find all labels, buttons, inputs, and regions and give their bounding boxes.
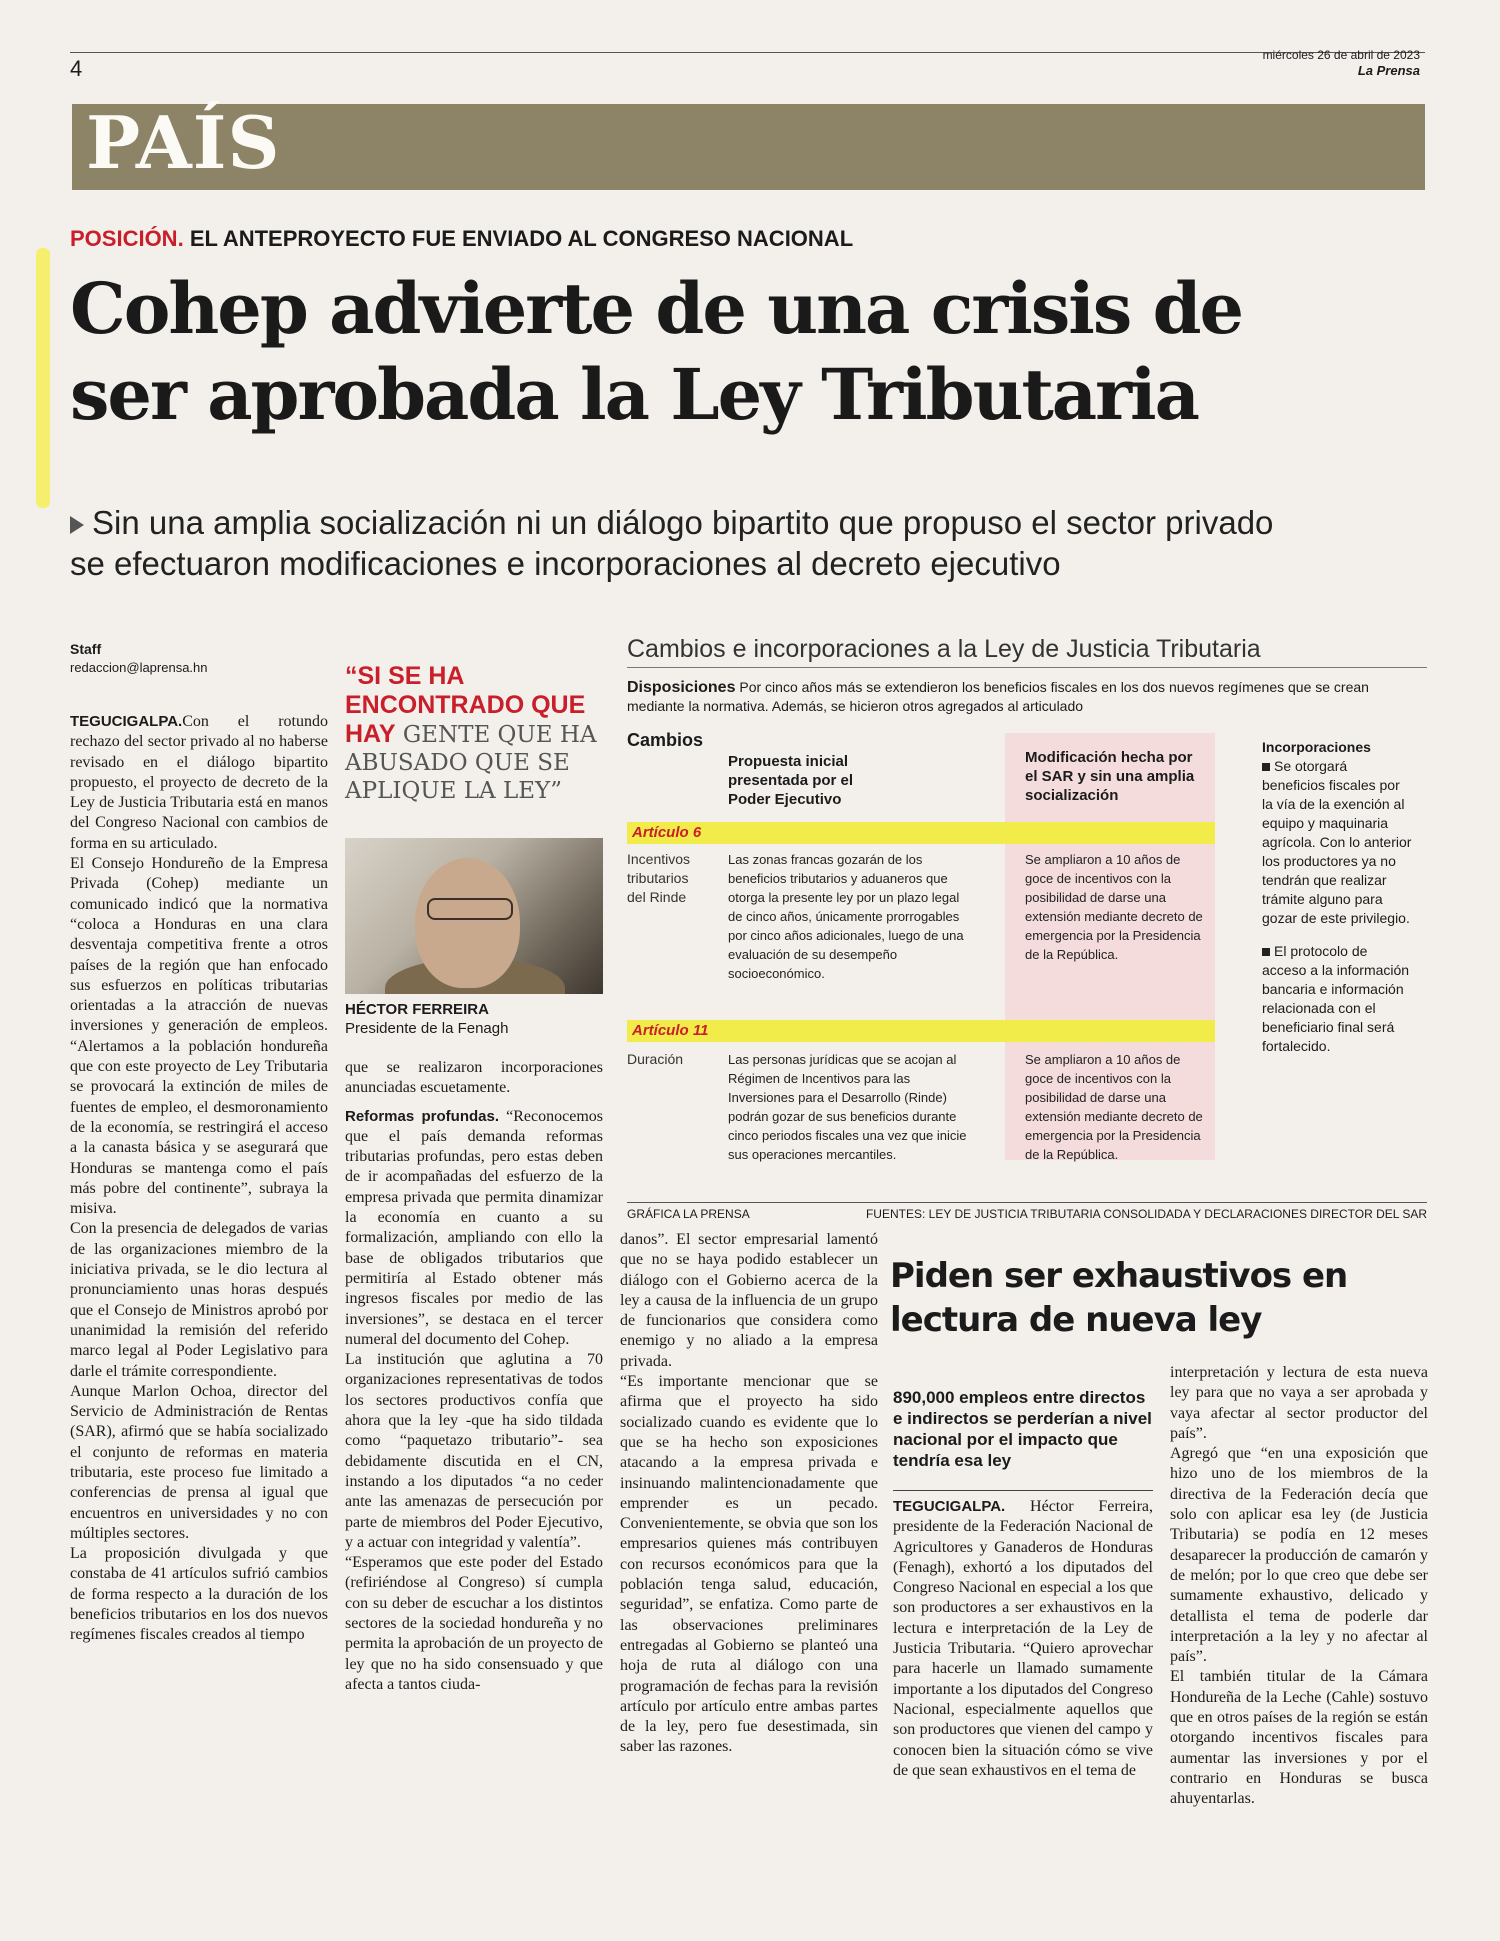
dispositions-label: Disposiciones bbox=[627, 679, 736, 696]
square-bullet-icon bbox=[1262, 948, 1270, 956]
pull-quote-rest: GENTE QUE HA ABUSADO QUE SE APLIQUE LA LEY” bbox=[345, 722, 597, 804]
kicker-tag: POSICIÓN. bbox=[70, 226, 184, 251]
page-number: 4 bbox=[70, 56, 83, 81]
square-bullet-icon bbox=[1262, 763, 1270, 771]
kicker bbox=[70, 226, 853, 252]
graphic-title: Cambios e incorporaciones a la Ley de Justicia Tributaria bbox=[627, 635, 1261, 663]
sidebar-headline: Piden ser exhaustivos en lectura de nueva ley bbox=[890, 1256, 1348, 1340]
highlighter-mark bbox=[36, 248, 50, 508]
incorporations-box bbox=[1262, 738, 1412, 1056]
column-header-modified: Modificación hecha por el SAR y sin una amplia socialización bbox=[1025, 749, 1195, 804]
article-column-1 bbox=[70, 712, 328, 1646]
graphic-sources bbox=[627, 1202, 1427, 1221]
article-column-2 bbox=[345, 1058, 603, 1695]
paragraph: El también titular de la Cámara Hondureña de la Leche (Cahle) sostuvo que en otros países de la región se están otorgando incentivos fiscales para aumentar las inversiones y por el contrario en Honduras se busca ahuyentarlas. bbox=[1170, 1668, 1428, 1808]
article-column-3 bbox=[620, 1230, 878, 1758]
row-label: Incentivos tributarios del Rinde bbox=[627, 851, 691, 905]
paragraph: La institución que aglutina a 70 organizaciones representativas de todos los sectores productivos confía que ahora que la ley -que ha sido tildada como “paquetazo tributario”- sea debidamente discutida en el CN, instando a los diputados “a no ceder ante las amenazas de persecución por parte de miembros del Poder Ejecutivo, y a actuar con integridad y valentía”. bbox=[345, 1351, 603, 1551]
paragraph: “Es importante mencionar que se afirma que el proyecto ha sido socializado cuando es evidente que lo que se ha hecho son exposiciones atacando a la empresa privada e insinuando malintencionadamente que emprender es un pecado. Convenientemente, se obvia que son los empresarios quienes más contribuyen con recursos económicos para que la población tenga salud, educación, seguridad”, se enfatiza. Como parte de las observaciones preliminares entregadas al Gobierno se planteó una hoja de ruta al diálogo con una programación de fechas para la revisión artículo por artículo entre ambas partes de la ley, pero fue desestimada, sin saber las razones. bbox=[620, 1373, 878, 1756]
paragraph: TEGUCIGALPA.Con el rotundo rechazo del sector privado al no haberse revisado en el diálogo bipartito propuesto, el proyecto de decreto de la Ley de Justicia Tributaria está en manos del Congreso Nacional con cambios de forma en su articulado. bbox=[70, 713, 328, 852]
portrait-photo bbox=[345, 838, 603, 994]
pull-quote-highlight: “SI SE HA ENCONTRADO QUE HAY bbox=[345, 662, 586, 748]
section-banner bbox=[72, 100, 1425, 190]
deck bbox=[70, 502, 1440, 584]
paragraph: El Consejo Hondureño de la Empresa Privada (Cohep) mediante un comunicado indicó que la normativa “coloca a Honduras en una clara desventaja competitiva frente a otros países de la región que han enfocado sus esfuerzos en políticas tributarias orientadas a la atracción de nuevas inversiones y generación de empleos. “Alertamos a la población hondureña que con este proyecto de Ley Tributaria se provocará la extinción de miles de fuentes de empleo, el desmoronamiento de la economía, se restringirá el acceso a la canasta básica y se asegurará que Honduras se mantenga como el país más pobre del continente”, subraya la misiva. bbox=[70, 855, 328, 1218]
column-header-initial: Propuesta inicial presentada por el Poder Ejecutivo bbox=[728, 753, 854, 808]
sidebar-rule bbox=[893, 1490, 1153, 1491]
publication-name: La Prensa bbox=[1357, 63, 1420, 78]
triangle-bullet-icon bbox=[70, 516, 84, 534]
photo-face bbox=[415, 858, 520, 988]
paragraph: danos”. El sector empresarial lamentó que no se haya podido establecer un diálogo con el Gobierno acerca de la ley a causa de la influencia de un grupo de funcionarios que considera como enemigo y no aliado a la empresa privada. bbox=[620, 1231, 878, 1370]
paragraph: La proposición divulgada y que constaba de 41 artículos sufrió cambios de forma respecto a la duración de los beneficios tributarios en los dos nuevos regímenes fiscales creados al tiempo bbox=[70, 1545, 328, 1644]
modified-cell: Se ampliaron a 10 años de goce de incentivos con la posibilidad de darse una extensión mediante decreto de emergencia por la Presidencia de la República. bbox=[1025, 852, 1203, 962]
article-bar: Artículo 6 bbox=[627, 822, 1215, 844]
initial-cell: Las personas jurídicas que se acojan al Régimen de Incentivos para las Inversiones para el Desarrollo (Rinde) podrán gozar de sus beneficios durante cinco periodos fiscales una vez que inicie sus operaciones mercantiles. bbox=[728, 1052, 967, 1162]
graphic-rule bbox=[627, 667, 1427, 668]
deck-line-2: se efectuaron modificaciones e incorporaciones al decreto ejecutivo bbox=[70, 545, 1061, 582]
initial-cell: Las zonas francas gozarán de los beneficios tributarios y aduaneros que otorga la presente ley por un plazo legal de cinco años, únicamente prorrogables por cinco años adicionales, luego de una evaluación de su desempeño socioeconómico. bbox=[728, 852, 964, 981]
kicker-text: EL ANTEPROYECTO FUE ENVIADO AL CONGRESO NACIONAL bbox=[189, 226, 854, 251]
sidebar-column-1 bbox=[893, 1497, 1153, 1781]
cambios-label: Cambios bbox=[627, 730, 704, 750]
deck-line-1: Sin una amplia socialización ni un diálogo bipartito que propuso el sector privado bbox=[92, 504, 1274, 541]
byline bbox=[70, 640, 208, 677]
paragraph: Aunque Marlon Ochoa, director del Servicio de Administración de Rentas (SAR), afirmó que se había socializado el conjunto de reformas en materia tributaria, este proceso fue limitado a conferencias de prensa al igual que encuentros en universidades y no con múltiples sectores. bbox=[70, 1382, 328, 1542]
headline-line-1: Cohep advierte de una crisis de bbox=[70, 267, 1243, 350]
incorporation-item: Se otorgará beneficios fiscales por la vía de la exención al equipo y maquinaria agrícola. Con lo anterior los productores ya no tendrán que realizar trámite alguno para gozar de este privilegio. bbox=[1262, 758, 1412, 926]
caption-role: Presidente de la Fenagh bbox=[345, 1020, 509, 1037]
graphic-dispositions bbox=[627, 678, 1427, 715]
paragraph: Reformas profundas. “Reconocemos que el país demanda reformas tributarias profundas, pero estas deben de ir acompañadas del esfuerzo de la empresa privada que permita dinamizar la economía en cuanto a su formalización, ampliando con ello la base de obligados tributarios que permitiría al Estado obtener más ingresos fiscales por medio de las inversiones”, se destaca en el tercer numeral del documento del Cohep. bbox=[345, 1107, 603, 1348]
sidebar-lead: 890,000 empleos entre directos e indirectos se perderían a nivel nacional por el impacto que tendría esa ley bbox=[893, 1388, 1152, 1470]
caption-name: HÉCTOR FERREIRA bbox=[345, 1001, 489, 1018]
photo-glasses bbox=[427, 898, 513, 920]
graphic-credit: GRÁFICA LA PRENSA bbox=[627, 1207, 750, 1221]
paragraph: TEGUCIGALPA. Héctor Ferreira, presidente de la Federación Nacional de Agricultores y Ganaderos de Honduras (Fenagh), exhortó a los diputados del Congreso Nacional en especial a los que son productores a ser exhaustivos en la lectura e interpretación de la Ley de Justicia Tributaria. “Quiero aprovechar para hacerle un llamado sumamente importante a los diputados del Congreso Nacional, especialmente aquellos que son productores que vienen del campo y conocen bien la situación cómo se vive de que sean exhaustivos en el tema de bbox=[893, 1498, 1153, 1779]
issue-date: miércoles 26 de abril de 2023 bbox=[1262, 48, 1420, 62]
photo-caption bbox=[345, 1000, 605, 1038]
paragraph: “Esperamos que este poder del Estado (refiriéndose al Congreso) sí cumpla con su deber de escuchar a los distintos sectores de la sociedad hondureña y no permita la aprobación de un proyecto de ley que no ha sido consensuado y que afecta a tantos ciuda- bbox=[345, 1554, 603, 1693]
pull-quote bbox=[345, 662, 605, 805]
dispositions-text: Por cinco años más se extendieron los beneficios fiscales en los dos nuevos regímenes que se crean mediante la normativa. Además, se hicieron otros agregados al articulado bbox=[627, 679, 1369, 714]
section-title: PAÍS bbox=[86, 100, 281, 185]
article-bar: Artículo 11 bbox=[627, 1020, 1215, 1042]
modified-cell: Se ampliaron a 10 años de goce de incentivos con la posibilidad de darse una extensión mediante decreto de emergencia por la Presidencia de la República. bbox=[1025, 1052, 1203, 1162]
headline bbox=[70, 266, 1440, 438]
graphic-source-text: FUENTES: LEY DE JUSTICIA TRIBUTARIA CONSOLIDADA Y DECLARACIONES DIRECTOR DEL SAR bbox=[865, 1207, 1427, 1221]
incorporations-title: Incorporaciones bbox=[1262, 739, 1371, 755]
row-label: Duración bbox=[627, 1051, 684, 1067]
paragraph: que se realizaron incorporaciones anunciadas escuetamente. bbox=[345, 1059, 603, 1097]
incorporation-item: El protocolo de acceso a la información bancaria e información relacionada con el beneficiario final será fortalecido. bbox=[1262, 943, 1410, 1054]
paragraph: Agregó que “en una exposición que hizo uno de los miembros de la directiva de la Federación decía que solo con aplicar esa ley (de Justicia Tributaria) se podía en 12 meses desaparecer la producción de camarón y de melón; por lo que creo que debe ser sumamente exhaustivo, delicado y detallista el tema de poderle dar interpretación a la ley y no afectar al país”. bbox=[1170, 1445, 1428, 1666]
byline-author: Staff bbox=[70, 641, 102, 657]
top-rule bbox=[70, 52, 1425, 53]
byline-email: redaccion@laprensa.hn bbox=[70, 660, 208, 675]
headline-line-2: ser aprobada la Ley Tributaria bbox=[70, 353, 1198, 436]
paragraph: Con la presencia de delegados de varias de las organizaciones miembro de la iniciativa privada, se le dio lectura al pronunciamiento unas horas después que el Consejo de Ministros aprobó por unanimidad la remisión del referido marco legal al Poder Legislativo para darle el trámite correspondiente. bbox=[70, 1220, 328, 1380]
paragraph: interpretación y lectura de esta nueva ley para que no vaya a ser aprobada y vaya afectar al sector productor del país”. bbox=[1170, 1364, 1428, 1442]
sidebar-column-2 bbox=[1170, 1363, 1428, 1810]
page-dateline bbox=[1263, 48, 1420, 78]
